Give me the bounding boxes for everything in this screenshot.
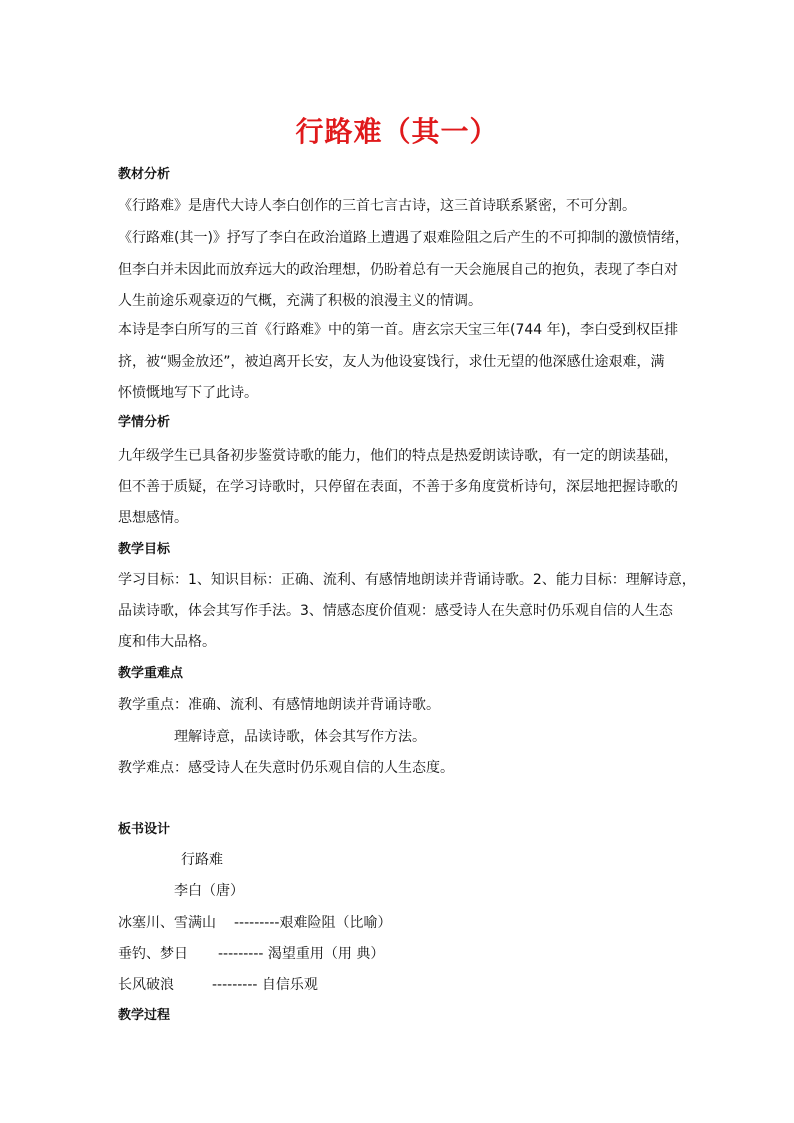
section-heading-keypoints: 教学重难点	[118, 666, 184, 681]
board-row-right: --------- 渴望重用（用 典）	[218, 946, 385, 962]
paragraph-line: 本诗是李白所写的三首《行路难》中的第一首。唐玄宗天宝三年(744 年)，李白受到权臣排	[118, 322, 679, 338]
paragraph-line: 《行路难》是唐代大诗人李白创作的三首七言古诗，这三首诗联系紧密，不可分割。	[118, 198, 636, 214]
paragraph-line: 怀愤慨地写下了此诗。	[118, 385, 258, 401]
paragraph-line: 度和伟大品格。	[118, 634, 216, 650]
section-heading-process: 教学过程	[118, 1008, 171, 1023]
board-row-left: 冰塞川、雪满山	[118, 915, 216, 931]
paragraph-line: 挤，被“赐金放还”，被迫离开长安，友人为他设宴饯行，求仕无望的他深感仕途艰难，满	[118, 354, 665, 370]
board-author: 李白（唐）	[174, 883, 244, 899]
paragraph-line: 教学重点：准确、流利、有感情地朗读并背诵诗歌。	[118, 697, 440, 713]
section-heading-goals: 教学目标	[118, 542, 171, 557]
paragraph-line: 品读诗歌，体会其写作手法。3、情感态度价值观：感受诗人在失意时仍乐观自信的人生态	[118, 603, 673, 619]
paragraph-line: 人生前途乐观豪迈的气概，充满了积极的浪漫主义的情调。	[118, 293, 482, 309]
section-heading-board: 板书设计	[118, 822, 171, 837]
paragraph-line: 《行路难(其一)》抒写了李白在政治道路上遭遇了艰难险阻之后产生的不可抑制的激愤情绪，	[118, 230, 689, 246]
paragraph-line: 思想感情。	[118, 510, 188, 526]
page-title: 行路难（其一）	[295, 115, 499, 148]
paragraph-line: 但不善于质疑，在学习诗歌时，只停留在表面，不善于多角度赏析诗句，深层地把握诗歌的	[118, 479, 678, 495]
section-heading-material: 教材分析	[118, 167, 171, 182]
paragraph-line: 教学难点：感受诗人在失意时仍乐观自信的人生态度。	[118, 760, 454, 776]
board-row-left: 长风破浪	[118, 977, 174, 993]
paragraph-line: 理解诗意，品读诗歌，体会其写作方法。	[174, 729, 426, 745]
board-row-right: ---------艰难险阻（比喻）	[234, 915, 392, 931]
paragraph-line: 九年级学生已具备初步鉴赏诗歌的能力，他们的特点是热爱朗读诗歌，有一定的朗读基础，	[118, 448, 678, 464]
board-row-left: 垂钓、梦日	[118, 946, 188, 962]
section-heading-students: 学情分析	[118, 415, 171, 430]
board-row-right: --------- 自信乐观	[212, 977, 318, 993]
paragraph-line: 但李白并未因此而放弃远大的政治理想，仍盼着总有一天会施展自己的抱负，表现了李白对	[118, 262, 678, 278]
board-poem-title: 行路难	[181, 852, 223, 868]
paragraph-line: 学习目标：1、知识目标：正确、流利、有感情地朗读并背诵诗歌。2、能力目标：理解诗意，	[118, 572, 696, 588]
